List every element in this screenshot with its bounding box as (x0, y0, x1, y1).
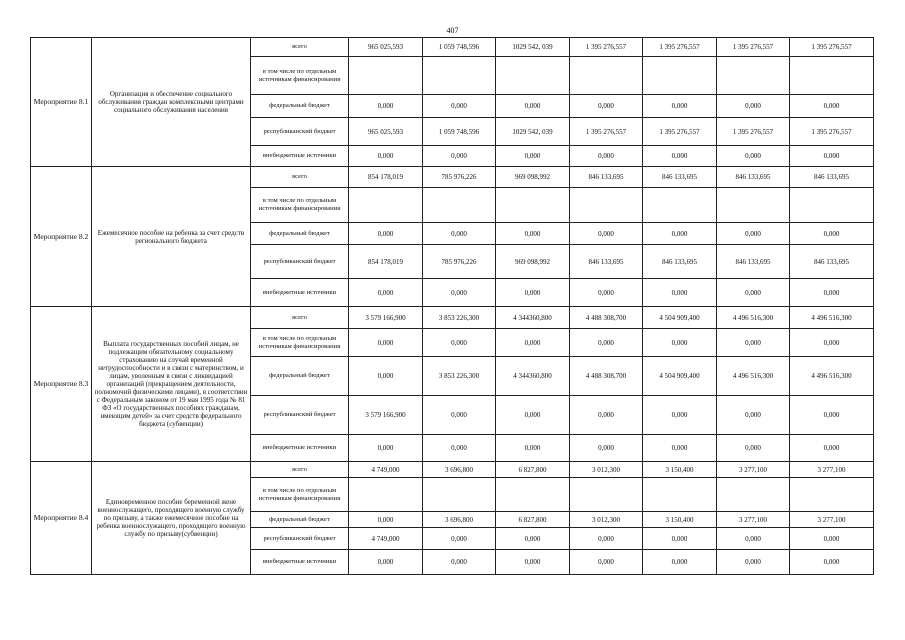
amount-cell: 0,000 (643, 95, 717, 118)
amount-cell (423, 478, 496, 512)
amount-cell: 0,000 (643, 528, 717, 550)
amount-cell: 1 395 276,557 (717, 38, 790, 57)
amount-cell: 0,000 (717, 329, 790, 357)
amount-cell: 0,000 (790, 550, 874, 575)
amount-cell: 846 133,695 (790, 245, 874, 279)
amount-cell (643, 57, 717, 95)
amount-cell: 854 178,019 (349, 245, 423, 279)
amount-cell: 969 098,992 (496, 245, 570, 279)
amount-cell: 6 827,800 (496, 512, 570, 528)
amount-cell: 0,000 (717, 396, 790, 435)
amount-cell: 3 579 166,900 (349, 307, 423, 329)
amount-cell: 0,000 (423, 435, 496, 462)
funding-source: федеральный бюджет (251, 512, 349, 528)
amount-cell: 0,000 (790, 528, 874, 550)
funding-source: в том числе по отдельным источникам финансирования (251, 57, 349, 95)
amount-cell: 0,000 (643, 435, 717, 462)
amount-cell: 0,000 (423, 146, 496, 167)
amount-cell: 1029 542, 039 (496, 118, 570, 146)
amount-cell: 969 098,992 (496, 167, 570, 188)
amount-cell: 3 277,100 (717, 512, 790, 528)
amount-cell: 846 133,695 (570, 245, 643, 279)
event-label: Мероприятие 8.4 (31, 462, 92, 575)
amount-cell (423, 57, 496, 95)
amount-cell (570, 57, 643, 95)
event-description: Организация и обеспечение социального обслуживания граждан комплексными центрами социального обслуживания населения (92, 38, 251, 167)
amount-cell: 0,000 (423, 528, 496, 550)
amount-cell (349, 57, 423, 95)
amount-cell: 0,000 (496, 146, 570, 167)
amount-cell (643, 188, 717, 223)
amount-cell: 0,000 (423, 550, 496, 575)
amount-cell: 0,000 (790, 329, 874, 357)
amount-cell: 0,000 (790, 146, 874, 167)
amount-cell: 0,000 (496, 435, 570, 462)
amount-cell: 785 976,226 (423, 167, 496, 188)
amount-cell: 3 277,100 (717, 462, 790, 478)
amount-cell: 1 395 276,557 (790, 118, 874, 146)
amount-cell: 1 059 748,596 (423, 38, 496, 57)
amount-cell: 3 853 226,300 (423, 307, 496, 329)
amount-cell: 0,000 (496, 279, 570, 307)
funding-source: внебюджетные источники (251, 550, 349, 575)
amount-cell: 3 012,300 (570, 462, 643, 478)
amount-cell: 3 853 226,300 (423, 357, 496, 396)
funding-source: республиканский бюджет (251, 396, 349, 435)
amount-cell: 854 178,019 (349, 167, 423, 188)
funding-source: в том числе по отдельным источникам финансирования (251, 329, 349, 357)
amount-cell: 0,000 (717, 146, 790, 167)
amount-cell (496, 478, 570, 512)
amount-cell: 0,000 (717, 95, 790, 118)
funding-source: федеральный бюджет (251, 357, 349, 396)
amount-cell (496, 188, 570, 223)
amount-cell (570, 478, 643, 512)
event-label: Мероприятие 8.1 (31, 38, 92, 167)
amount-cell: 0,000 (570, 550, 643, 575)
amount-cell: 0,000 (790, 95, 874, 118)
amount-cell: 846 133,695 (717, 245, 790, 279)
amount-cell: 6 827,800 (496, 462, 570, 478)
amount-cell: 3 696,800 (423, 462, 496, 478)
amount-cell: 4 504 909,400 (643, 357, 717, 396)
funding-source: всего (251, 38, 349, 57)
funding-source: внебюджетные источники (251, 279, 349, 307)
funding-source: республиканский бюджет (251, 118, 349, 146)
amount-cell: 4 344360,800 (496, 357, 570, 396)
amount-cell: 4 344360,800 (496, 307, 570, 329)
funding-source: республиканский бюджет (251, 528, 349, 550)
amount-cell (790, 478, 874, 512)
amount-cell (717, 57, 790, 95)
amount-cell: 1 395 276,557 (790, 38, 874, 57)
amount-cell: 0,000 (717, 435, 790, 462)
amount-cell: 4 496 516,300 (717, 357, 790, 396)
amount-cell: 785 976,226 (423, 245, 496, 279)
amount-cell: 965 025,593 (349, 38, 423, 57)
amount-cell (349, 188, 423, 223)
amount-cell: 0,000 (423, 396, 496, 435)
amount-cell: 0,000 (349, 550, 423, 575)
funding-source: федеральный бюджет (251, 95, 349, 118)
amount-cell: 0,000 (717, 223, 790, 245)
funding-source: в том числе по отдельным источникам финансирования (251, 478, 349, 512)
amount-cell: 846 133,695 (570, 167, 643, 188)
amount-cell: 0,000 (790, 396, 874, 435)
amount-cell: 0,000 (423, 279, 496, 307)
amount-cell: 0,000 (643, 329, 717, 357)
funding-source: в том числе по отдельным источникам финансирования (251, 188, 349, 223)
amount-cell: 846 133,695 (643, 245, 717, 279)
funding-source: всего (251, 307, 349, 329)
amount-cell: 0,000 (570, 279, 643, 307)
amount-cell: 0,000 (717, 528, 790, 550)
amount-cell (423, 188, 496, 223)
table-row (31, 462, 874, 478)
amount-cell: 0,000 (496, 528, 570, 550)
amount-cell: 0,000 (423, 223, 496, 245)
amount-cell: 0,000 (570, 95, 643, 118)
amount-cell: 0,000 (496, 95, 570, 118)
amount-cell: 3 150,400 (643, 462, 717, 478)
amount-cell: 3 150,400 (643, 512, 717, 528)
amount-cell: 0,000 (496, 550, 570, 575)
amount-cell: 3 579 166,900 (349, 396, 423, 435)
amount-cell: 4 749,000 (349, 528, 423, 550)
funding-source: всего (251, 462, 349, 478)
amount-cell: 0,000 (423, 95, 496, 118)
amount-cell: 0,000 (790, 435, 874, 462)
funding-source: федеральный бюджет (251, 223, 349, 245)
amount-cell: 4 496 516,300 (790, 357, 874, 396)
amount-cell: 0,000 (570, 435, 643, 462)
amount-cell: 846 133,695 (790, 167, 874, 188)
amount-cell: 0,000 (717, 279, 790, 307)
funding-source: всего (251, 167, 349, 188)
amount-cell (643, 478, 717, 512)
amount-cell: 0,000 (717, 550, 790, 575)
amount-cell: 0,000 (349, 95, 423, 118)
amount-cell: 0,000 (349, 329, 423, 357)
page-number: 407 (446, 26, 459, 35)
amount-cell: 3 696,800 (423, 512, 496, 528)
table-row (31, 307, 874, 329)
amount-cell: 0,000 (643, 223, 717, 245)
amount-cell: 0,000 (643, 396, 717, 435)
amount-cell: 4 496 516,300 (790, 307, 874, 329)
amount-cell: 4 488 308,700 (570, 307, 643, 329)
amount-cell: 0,000 (570, 396, 643, 435)
funding-source: внебюджетные источники (251, 146, 349, 167)
amount-cell: 3 277,100 (790, 462, 874, 478)
amount-cell: 0,000 (790, 223, 874, 245)
amount-cell (717, 478, 790, 512)
amount-cell: 1 395 276,557 (643, 38, 717, 57)
amount-cell: 0,000 (496, 396, 570, 435)
amount-cell: 1 395 276,557 (643, 118, 717, 146)
amount-cell (717, 188, 790, 223)
amount-cell: 0,000 (349, 357, 423, 396)
amount-cell: 1 395 276,557 (570, 118, 643, 146)
amount-cell: 0,000 (423, 329, 496, 357)
amount-cell: 3 277,100 (790, 512, 874, 528)
amount-cell (349, 478, 423, 512)
amount-cell: 0,000 (570, 528, 643, 550)
event-label: Мероприятие 8.3 (31, 307, 92, 462)
amount-cell: 846 133,695 (643, 167, 717, 188)
amount-cell: 0,000 (349, 435, 423, 462)
amount-cell: 1029 542, 039 (496, 38, 570, 57)
amount-cell: 0,000 (349, 223, 423, 245)
amount-cell: 4 496 516,300 (717, 307, 790, 329)
amount-cell (570, 188, 643, 223)
amount-cell: 3 012,300 (570, 512, 643, 528)
amount-cell: 1 395 276,557 (570, 38, 643, 57)
amount-cell: 0,000 (790, 279, 874, 307)
amount-cell: 0,000 (570, 329, 643, 357)
amount-cell: 846 133,695 (717, 167, 790, 188)
table-row (31, 167, 874, 188)
event-description: Выплата государственных пособий лицам, не подлежащим обязательному социальному страхованию на случай временной нетрудоспособности и в связи с материнством, и лицам, уволенным в связи с ликвидацией организаций (прекращением деятельности, полномочий физическими лицами), в соответствии с Федеральным законом от 19 мая 1995 года № 81 ФЗ «О государственных пособиях гражданам, имеющим детей» за счет средств федерального бюджета (субвенции) (92, 307, 251, 462)
amount-cell (790, 188, 874, 223)
amount-cell: 4 488 308,700 (570, 357, 643, 396)
amount-cell: 1 395 276,557 (717, 118, 790, 146)
event-description: Ежемесячное пособие на ребенка за счет средств регионального бюджета (92, 167, 251, 307)
amount-cell (790, 57, 874, 95)
budget-table (30, 37, 874, 575)
event-description: Единовременное пособие беременной жене военнослужащего, проходящего военную службу по призыву, а также ежемесячное пособие на ребенка военнослужащего, проходящего военную службу по призыву(субвенции) (92, 462, 251, 575)
funding-source: республиканский бюджет (251, 245, 349, 279)
amount-cell: 965 025,593 (349, 118, 423, 146)
funding-source: внебюджетные источники (251, 435, 349, 462)
amount-cell: 0,000 (570, 146, 643, 167)
amount-cell: 0,000 (349, 146, 423, 167)
amount-cell: 0,000 (496, 223, 570, 245)
amount-cell: 0,000 (496, 329, 570, 357)
table-row (31, 38, 874, 57)
amount-cell: 1 059 748,596 (423, 118, 496, 146)
amount-cell: 0,000 (349, 512, 423, 528)
amount-cell: 0,000 (349, 279, 423, 307)
amount-cell: 0,000 (643, 146, 717, 167)
amount-cell: 4 749,000 (349, 462, 423, 478)
amount-cell: 4 504 909,400 (643, 307, 717, 329)
amount-cell (496, 57, 570, 95)
amount-cell: 0,000 (570, 223, 643, 245)
event-label: Мероприятие 8.2 (31, 167, 92, 307)
amount-cell: 0,000 (643, 550, 717, 575)
amount-cell: 0,000 (643, 279, 717, 307)
